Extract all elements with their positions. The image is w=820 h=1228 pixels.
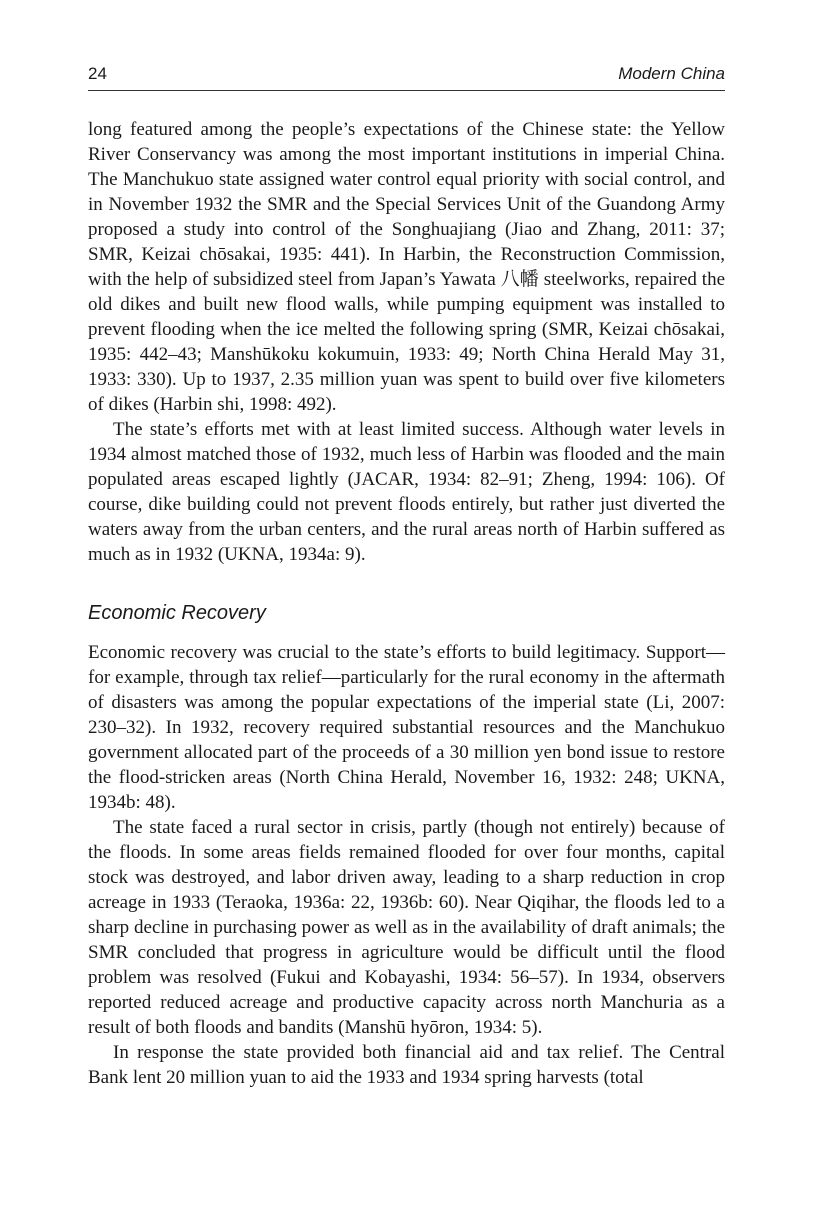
document-page	[88, 60, 725, 1090]
paragraph: The state faced a rural sector in crisis, partly (though not entirely) because of the floods. In some areas fields remained flooded for over four months, capital stock was destroyed, and labor driven away, leading to a sharp reduction in crop acreage in 1933 (Teraoka, 1936a: 22, 1936b: 60). Near Qiqihar, the floods led to a sharp decline in purchasing power as well as in the availability of draft animals; the SMR concluded that progress in agriculture would be difficult until the flood problem was resolved (Fukui and Kobayashi, 1934: 56–57). In 1934, observers reported reduced acreage and productive capacity across north Manchuria as a result of both floods and bandits (Manshū hyōron, 1934: 5).	[88, 817, 725, 1038]
section-heading: Economic Recovery	[88, 602, 266, 624]
paragraph: long featured among the people’s expectations of the Chinese state: the Yellow River Conservancy was among the most important institutions in imperial China. The Manchukuo state assigned water control equal priority with social control, and in November 1932 the SMR and the Special Services Unit of the Guandong Army proposed a study into control of the Songhuajiang (Jiao and Zhang, 2011: 37; SMR, Keizai chōsakai, 1935: 441). In Harbin, the Reconstruction Commission, with the help of subsidized steel from Japan’s Yawata 八幡 steelworks, repaired the old dikes and built new flood walls, while pumping equipment was installed to prevent flooding when the ice melted the following spring (SMR, Keizai chōsakai, 1935: 442–43; Manshūkoku kokumuin, 1933: 49; North China Herald May 31, 1933: 330). Up to 1937, 2.35 million yuan was spent to build over five kilometers of dikes (Harbin shi, 1998: 492).	[88, 119, 725, 415]
journal-title: Modern China	[618, 64, 725, 83]
page-number: 24	[88, 64, 107, 83]
running-header	[88, 60, 725, 91]
paragraph: The state’s efforts met with at least limited success. Although water levels in 1934 almost matched those of 1932, much less of Harbin was flooded and the main populated areas escaped lightly (JACAR, 1934: 82–91; Zheng, 1994: 106). Of course, dike building could not prevent floods entirely, but rather just diverted the waters away from the urban centers, and the rural areas north of Harbin suffered as much as in 1932 (UKNA, 1934a: 9).	[88, 419, 725, 565]
paragraph: Economic recovery was crucial to the state’s efforts to build legitimacy. Support—for example, through tax relief—particularly for the rural economy in the aftermath of disasters was among the popular expectations of the imperial state (Li, 2007: 230–32). In 1932, recovery required substantial resources and the Manchukuo government allocated part of the proceeds of a 30 million yen bond issue to restore the flood-stricken areas (North China Herald, November 16, 1932: 248; UKNA, 1934b: 48).	[88, 642, 725, 813]
paragraph: In response the state provided both financial aid and tax relief. The Central Bank lent 20 million yuan to aid the 1933 and 1934 spring harvests (total	[88, 1042, 725, 1088]
body-text	[88, 117, 725, 1090]
